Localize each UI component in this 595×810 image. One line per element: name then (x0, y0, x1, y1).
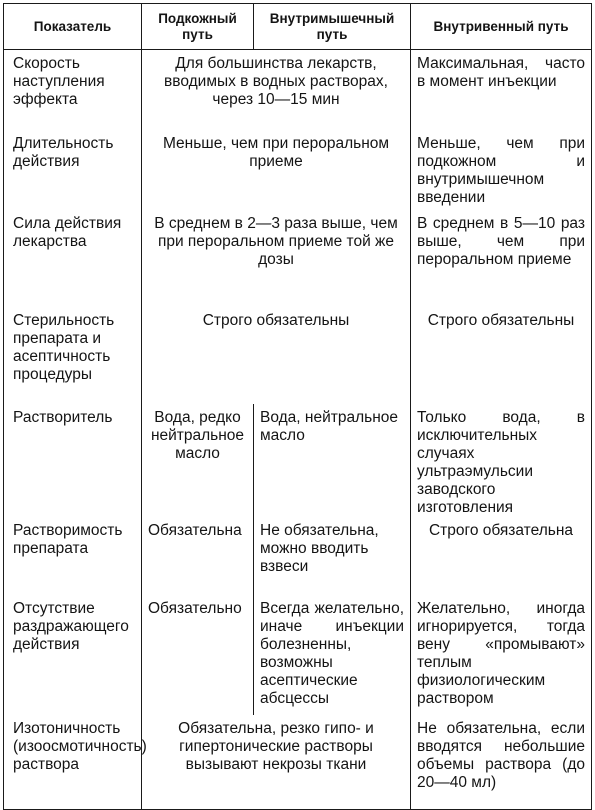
row-iv-value: Строго обязательна (411, 517, 592, 595)
row-im-value: Всегда желательно, иначе инъекции болезненны, возможны асептические абсцессы (254, 595, 411, 715)
table-row (4, 517, 592, 595)
row-im-value: Вода, нейтральное масло (254, 404, 411, 517)
row-iv-value: В среднем в 5—10 раз выше, чем при пероральном приеме (411, 210, 592, 307)
table-row (4, 307, 592, 404)
header-indicator: Показатель (4, 4, 142, 50)
header-intravenous: Внутривенный путь (411, 4, 592, 50)
header-row (4, 4, 592, 50)
row-im-value: Не обязательна, можно вводить взвеси (254, 517, 411, 595)
header-intramuscular: Внутримышечный путь (254, 4, 411, 50)
row-indicator: Растворитель (4, 404, 142, 517)
table-row (4, 595, 592, 715)
table-row (4, 404, 592, 517)
row-sc-value: Обязательна (142, 517, 254, 595)
row-indicator: Скорость наступления эффекта (4, 50, 142, 130)
row-sc-im-value: Для большинства лекарств, вводимых в водных растворах, через 10—15 мин (142, 50, 411, 130)
row-sc-im-value: В среднем в 2—3 раза выше, чем при пероральном приеме той же дозы (142, 210, 411, 307)
row-iv-value: Максимальная, часто в момент инъекции (411, 50, 592, 130)
header-subcutaneous: Подкожный путь (142, 4, 254, 50)
row-sc-value: Обязательно (142, 595, 254, 715)
comparison-table (3, 3, 592, 810)
row-sc-value: Вода, редко нейтральное масло (142, 404, 254, 517)
row-iv-value: Желательно, иногда игнорируется, тогда вену «промывают» теплым физиологическим раствором (411, 595, 592, 715)
row-indicator: Изотоничность (изоосмотичность) раствора (4, 715, 142, 810)
row-iv-value: Строго обязательны (411, 307, 592, 404)
row-sc-im-value: Обязательна, резко гипо- и гипертонические растворы вызывают некрозы ткани (142, 715, 411, 810)
table-row (4, 50, 592, 130)
row-indicator: Сила действия лекарства (4, 210, 142, 307)
row-indicator: Длительность действия (4, 130, 142, 210)
row-indicator: Стерильность препарата и асептичность процедуры (4, 307, 142, 404)
row-sc-im-value: Строго обязательны (142, 307, 411, 404)
row-indicator: Отсутствие раздражающего действия (4, 595, 142, 715)
row-indicator: Растворимость препарата (4, 517, 142, 595)
table-row (4, 130, 592, 210)
row-sc-im-value: Меньше, чем при пероральном приеме (142, 130, 411, 210)
table-row (4, 210, 592, 307)
row-iv-value: Не обязательна, если вводятся небольшие объемы раствора (до 20—40 мл) (411, 715, 592, 810)
row-iv-value: Только вода, в исключительных случаях ультраэмульсии заводского изготовления (411, 404, 592, 517)
row-iv-value: Меньше, чем при подкожном и внутримышечном введении (411, 130, 592, 210)
table-row (4, 715, 592, 810)
